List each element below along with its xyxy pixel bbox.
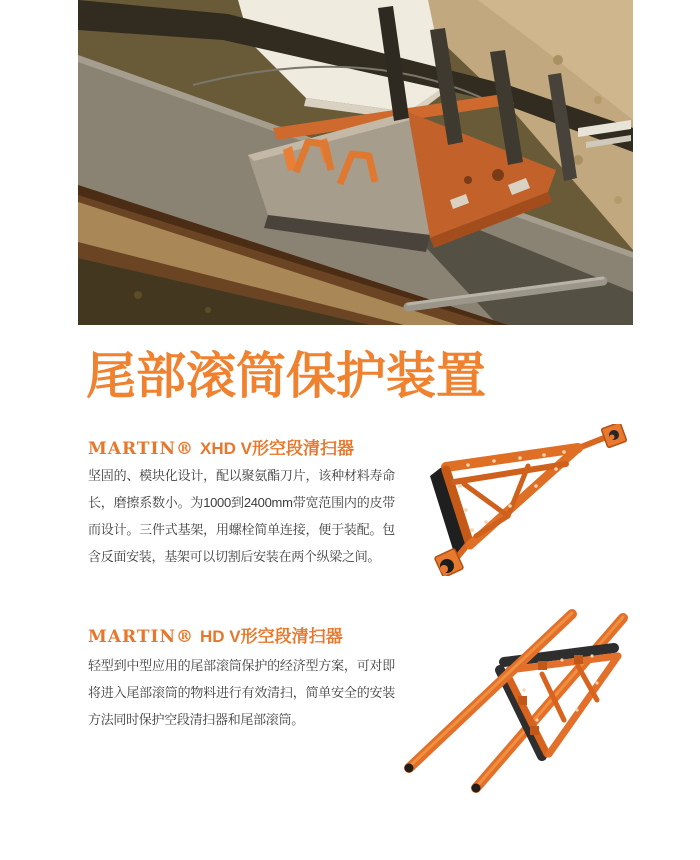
brand-name: MARTIN® — [88, 439, 194, 459]
brand-name: MARTIN® — [88, 627, 194, 647]
hd-v-plow-image — [392, 598, 640, 800]
section-body-hd: 轻型到中型应用的尾部滚筒保护的经济型方案，可对即将进入尾部滚筒的物料进行有效清扫，简单安全的安装方法同时保护空段清扫器和尾部滚筒。 — [88, 658, 395, 727]
conveyor-scene-illustration — [78, 0, 633, 325]
section-body-xhd: 坚固的、模块化设计，配以聚氨酯刀片，该种材料寿命长，磨擦系数小。为1000到2400mm带宽范围内的皮带而设计。三件式基架，用螺栓简单连接，便于装配。包含反面安装，基架可以切割后安装在两个纵梁之间。 — [88, 468, 395, 564]
model-name-hd: HD V形空段清扫器 — [199, 627, 343, 646]
xhd-v-plow-image — [416, 424, 634, 576]
section-heading-hd — [88, 622, 418, 647]
hd-v-plow-render — [392, 598, 640, 800]
section-heading-xhd — [88, 434, 418, 459]
model-name-xhd: XHD V形空段清扫器 — [199, 439, 354, 458]
xhd-v-plow-render — [416, 424, 634, 576]
installation-photo — [78, 0, 633, 325]
page-title: 尾部滚筒保护装置 — [86, 348, 486, 404]
